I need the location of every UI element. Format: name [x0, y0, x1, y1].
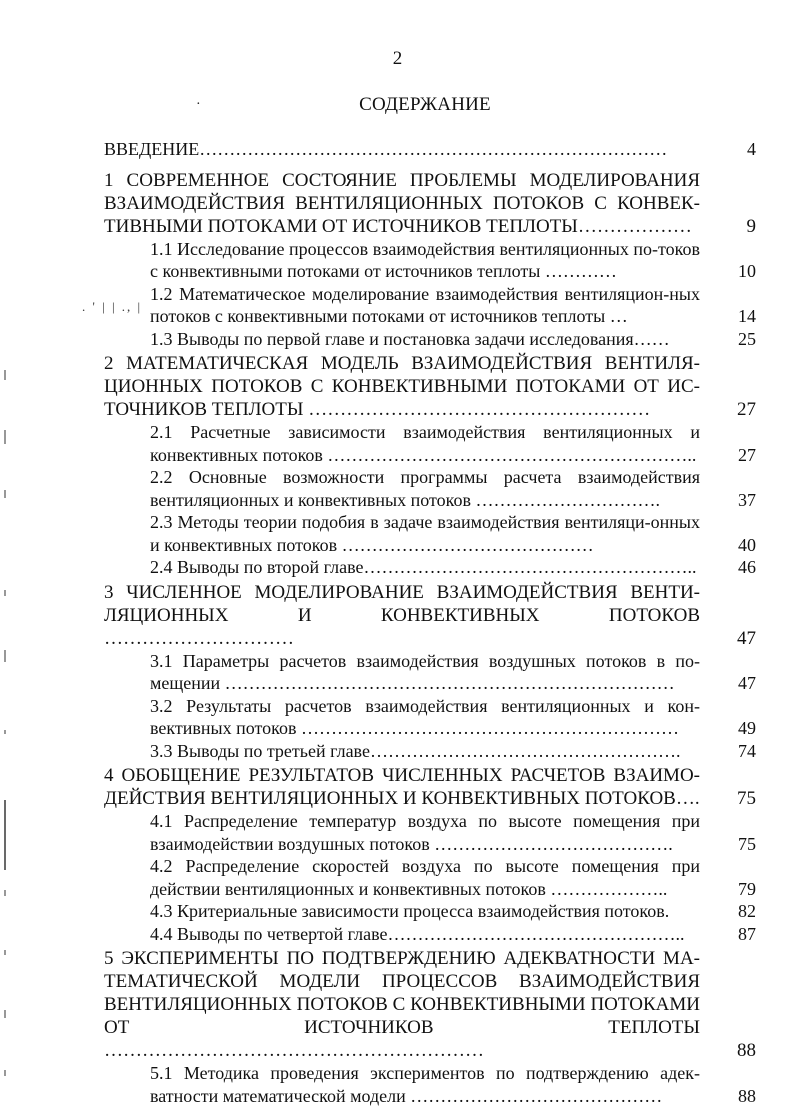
toc-entry-title: 4.1 Распределение температур воздуха по высоте помещения при взаимодействии воздушных потоков ………………………………….	[104, 810, 700, 855]
toc-entry-page: 40	[716, 534, 756, 557]
toc-entry	[104, 764, 756, 810]
toc-entry-page: 79	[716, 878, 756, 901]
toc-entry-page: 87	[716, 923, 756, 946]
toc-entry	[104, 328, 756, 351]
toc-entry-title: 2 МАТЕМАТИЧЕСКАЯ МОДЕЛЬ ВЗАИМОДЕЙСТВИЯ ВЕНТИЛЯ-ЦИОННЫХ ПОТОКОВ С КОНВЕКТИВНЫМИ ПОТОКАМИ ОТ ИС-ТОЧНИКОВ ТЕПЛОТЫ ………………………………………………	[104, 352, 700, 421]
toc-entry-title: 5 ЭКСПЕРИМЕНТЫ ПО ПОДТВЕРЖДЕНИЮ АДЕКВАТНОСТИ МА-ТЕМАТИЧЕСКОЙ МОДЕЛИ ПРОЦЕССОВ ВЗАИМОДЕЙСТВИЯ ВЕНТИЛЯЦИОННЫХ ПОТОКОВ С КОНВЕКТИВНЫМИ ПОТОКАМИ ОТ ИСТОЧНИКОВ ТЕПЛОТЫ ……………………………………………………	[104, 947, 700, 1062]
toc-entry	[104, 810, 756, 855]
toc-entry-title: 2.4 Выводы по второй главе………………………………………………..	[104, 556, 700, 579]
toc-entry-title: 1.1 Исследование процессов взаимодействия вентиляционных по-токов с конвективными потоками от источников теплоты …………	[104, 238, 700, 283]
toc-entry	[104, 466, 756, 511]
toc-entry-title: 3 ЧИСЛЕННОЕ МОДЕЛИРОВАНИЕ ВЗАИМОДЕЙСТВИЯ ВЕНТИ-ЛЯЦИОННЫХ И КОНВЕКТИВНЫХ ПОТОКОВ …………………………	[104, 581, 700, 650]
toc-entry-page: 47	[716, 627, 756, 650]
toc-entry	[104, 923, 756, 946]
toc-entry	[104, 511, 756, 556]
toc-entry-page: 9	[716, 215, 756, 238]
toc-entry-title: 2.1 Расчетные зависимости взаимодействия вентиляционных и конвективных потоков ……………………………………………………..	[104, 421, 700, 466]
toc-entry-title: 4.4 Выводы по четвертой главе…………………………………………..	[104, 923, 700, 946]
toc-entry	[104, 695, 756, 740]
page-title: СОДЕРЖАНИЕ	[0, 94, 795, 116]
toc-entry	[104, 352, 756, 421]
toc-entry-page: 88	[716, 1039, 756, 1062]
toc-entry	[104, 855, 756, 900]
toc-entry-title: 4 ОБОБЩЕНИЕ РЕЗУЛЬТАТОВ ЧИСЛЕННЫХ РАСЧЕТОВ ВЗАИМО-ДЕЙСТВИЯ ВЕНТИЛЯЦИОННЫХ И КОНВЕКТИВНЫХ ПОТОКОВ….	[104, 764, 700, 810]
toc-entry-page: 88	[716, 1085, 756, 1107]
toc-entry-title: 4.2 Распределение скоростей воздуха по высоте помещения при действии вентиляционных и конвективных потоков ………………..	[104, 855, 700, 900]
toc-entry-title: 4.3 Критериальные зависимости процесса взаимодействия потоков.	[104, 900, 700, 923]
toc-entry-page: 46	[716, 556, 756, 579]
toc-entry-page: 14	[716, 305, 756, 328]
margin-marks: . ' | | ., |	[82, 299, 142, 315]
toc-entry	[104, 138, 756, 161]
toc-entry-title: 3.2 Результаты расчетов взаимодействия вентиляционных и кон-вективных потоков ………………………………………………………	[104, 695, 700, 740]
toc-entry	[104, 556, 756, 579]
toc-entry-title: 1.2 Математическое моделирование взаимодействия вентиляцион-ных потоков с конвективными потоками от источников теплоты …	[104, 283, 700, 328]
toc-entry	[104, 1062, 756, 1107]
toc-entry-page: 27	[716, 398, 756, 421]
toc-entry-title: ВВЕДЕНИЕ……………………………………………………………………	[104, 138, 700, 161]
toc-entry-page: 74	[716, 740, 756, 763]
toc-entry-title: 1 СОВРЕМЕННОЕ СОСТОЯНИЕ ПРОБЛЕМЫ МОДЕЛИРОВАНИЯ ВЗАИМОДЕЙСТВИЯ ВЕНТИЛЯЦИОННЫХ ПОТОКОВ С КОНВЕК-ТИВНЫМИ ПОТОКАМИ ОТ ИСТОЧНИКОВ ТЕПЛОТЫ………………	[104, 169, 700, 238]
toc-entry-title: 1.3 Выводы по первой главе и постановка задачи исследования……	[104, 328, 700, 351]
toc-entry-title: 2.2 Основные возможности программы расчета взаимодействия вентиляционных и конвективных потоков ………………………….	[104, 466, 700, 511]
toc-entry	[104, 947, 756, 1062]
scan-dot: ·	[196, 97, 201, 113]
toc-entry-page: 75	[716, 787, 756, 810]
toc-entry-page: 4	[716, 138, 756, 161]
toc-entry-page: 47	[716, 672, 756, 695]
toc-entry-page: 37	[716, 489, 756, 512]
toc-entry	[104, 238, 756, 283]
toc-entry-page: 25	[716, 328, 756, 351]
toc-entry-page: 75	[716, 833, 756, 856]
toc-entry-title: 3.3 Выводы по третьей главе…………………………………………….	[104, 740, 700, 763]
toc-entry-title: 3.1 Параметры расчетов взаимодействия воздушных потоков в по-мещении …………………………………………………………………	[104, 650, 700, 695]
table-of-contents	[104, 138, 756, 1107]
toc-entry-page: 27	[716, 444, 756, 467]
toc-entry-page: 49	[716, 717, 756, 740]
toc-entry	[104, 421, 756, 466]
toc-entry	[104, 900, 756, 923]
toc-entry	[104, 169, 756, 238]
scan-margin-noise	[0, 330, 14, 1090]
toc-entry	[104, 740, 756, 763]
toc-entry	[104, 581, 756, 650]
toc-entry	[104, 650, 756, 695]
toc-entry	[104, 283, 756, 328]
page-number: 2	[0, 48, 795, 70]
toc-entry-page: 10	[716, 260, 756, 283]
toc-entry-page: 82	[716, 900, 756, 923]
toc-entry-title: 5.1 Методика проведения экспериментов по подтверждению адек-ватности математической модели ……………………………………	[104, 1062, 700, 1107]
toc-entry-title: 2.3 Методы теории подобия в задаче взаимодействия вентиляци-онных и конвективных потоков ……………………………………	[104, 511, 700, 556]
